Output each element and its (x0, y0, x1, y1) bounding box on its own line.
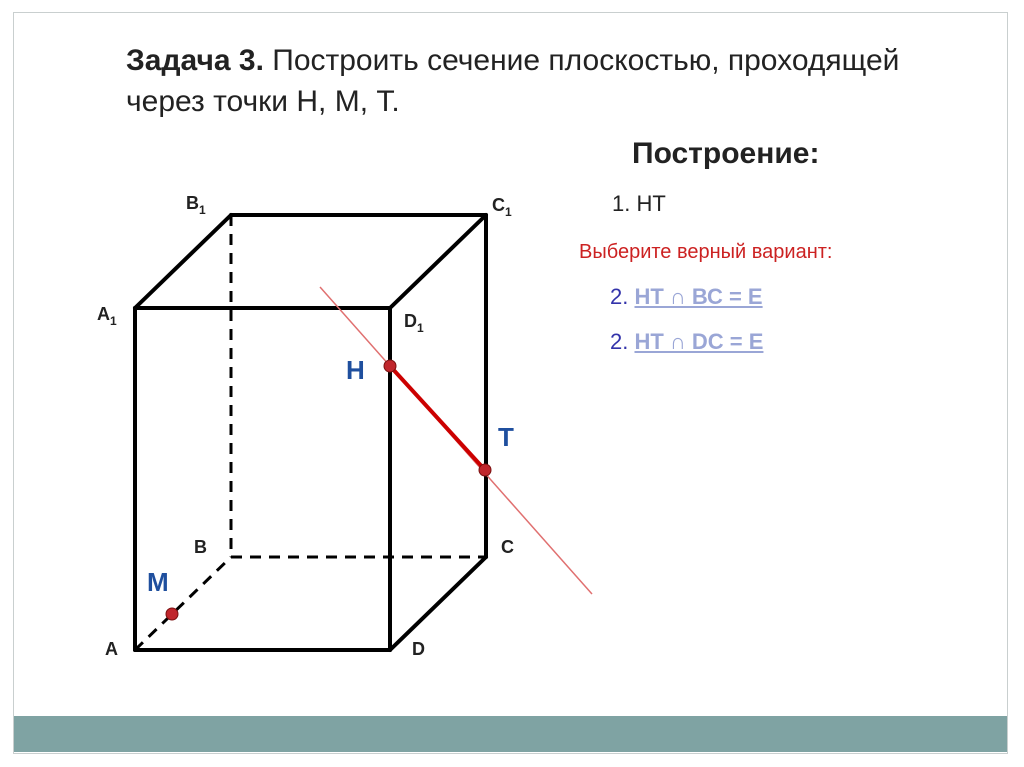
option-link-dc[interactable]: НТ ∩ DС = Е (634, 329, 764, 354)
option-number: 2. (610, 284, 629, 309)
option-link-bc[interactable]: НТ ∩ ВС = Е (634, 284, 763, 309)
label-b1: $B_1$ (186, 193, 206, 217)
label-c1: $C_1$ (492, 195, 512, 219)
hidden-edges (135, 215, 486, 650)
label-b: B (194, 537, 207, 557)
label-d1: $D_1$ (404, 311, 424, 335)
edge-dc (390, 557, 486, 650)
edge-a1b1 (135, 215, 231, 308)
label-h: H (346, 355, 365, 385)
label-d: D (412, 639, 425, 659)
label-m: M (147, 567, 169, 597)
segment-ht (390, 366, 485, 470)
option-number: 2. (610, 329, 629, 354)
label-a1: $A_1$ (97, 304, 117, 328)
point-m (166, 608, 178, 620)
task-number: Задача 3. (126, 44, 264, 77)
label-t: T (498, 422, 514, 452)
edge-d1c1 (390, 215, 486, 308)
label-a: A (105, 639, 118, 659)
choose-prompt: Выберите верный вариант: (579, 241, 833, 263)
point-t (479, 464, 491, 476)
task-text: Построить сечение плоскостью, проходящей через точки Н, М, Т. (126, 44, 900, 118)
footer-band (14, 716, 1007, 752)
point-h (384, 360, 396, 372)
construction-heading: Построение: (632, 137, 820, 170)
visible-edges (135, 215, 486, 650)
construction-step-1: 1. НТ (612, 191, 666, 216)
label-c: C (501, 537, 514, 557)
